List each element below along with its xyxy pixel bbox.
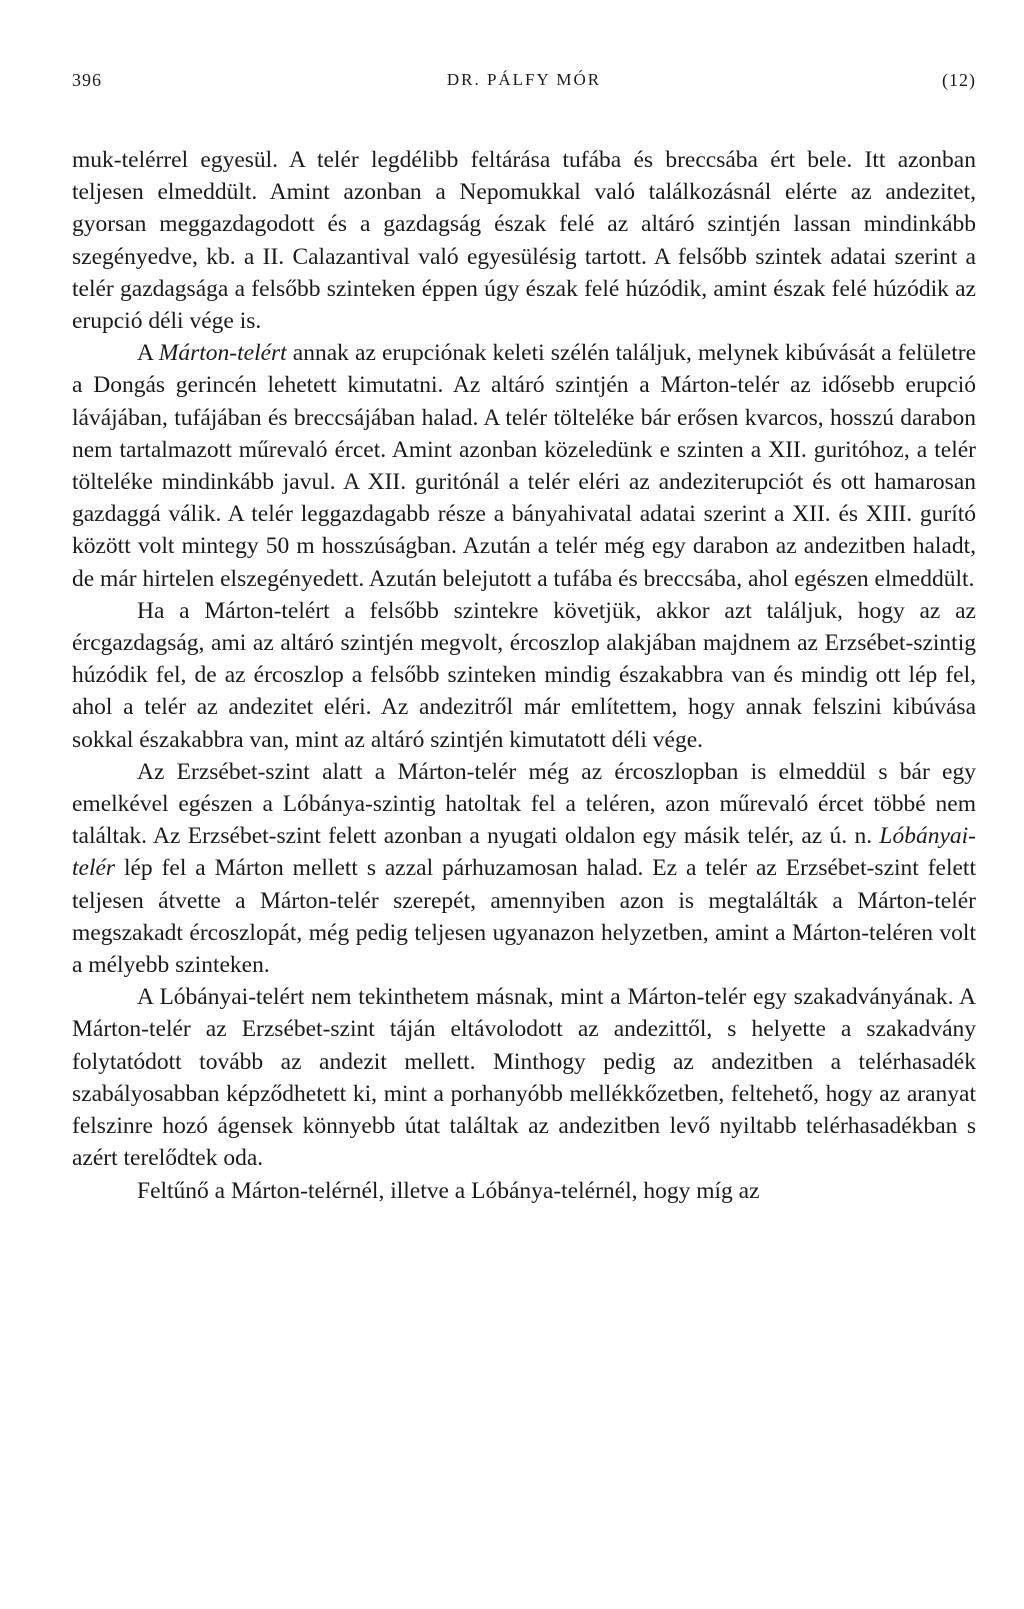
body-text bbox=[72, 144, 976, 1207]
paragraph-text: muk-telérrel egyesül. A telér legdélibb feltárása tufába és breccsába ért bele. Itt azonban teljesen elmeddült. Amint azonban a Nepomukkal való találkozásnál elérte az andezitet, gyorsan meggazdagodott és a gazdagság észak felé az altáró szintjén lassan mindinkább szegényedve, kb. a II. Calazantival való egyesülésig tartott. A felsőbb szintek adatai szerint a telér gazdagsága a felsőbb szinteken éppen úgy észak felé húzódik, amint észak felé húzódik az erupció déli vége is. bbox=[72, 147, 976, 335]
paragraph bbox=[72, 337, 976, 595]
paragraph-text: Feltűnő a Márton-telérnél, illetve a Lóbánya-telérnél, hogy míg az bbox=[137, 1177, 760, 1204]
paragraph-text: Az Erzsébet-szint alatt a Márton-telér még az ércoszlopban is elmeddül s bár egy emelkével egészen a Lóbánya-szintig hatoltak fel a teléren, azon műrevaló ércet többé nem találtak. Az Erzsébet-szint felett azonban a nyugati oldalon egy másik telér, az ú. n. bbox=[72, 758, 976, 850]
page-number: 396 bbox=[72, 70, 102, 90]
section-number: (12) bbox=[942, 70, 976, 90]
italic-term: Lóbányai-telér bbox=[72, 823, 976, 882]
paragraph-text: A Lóbányai-telért nem tekinthetem másnak, mint a Márton-telér egy szakadványának. A Márton-telér az Erzsébet-szint táján eltávolodott az andezittől, s helyette a szakadvány folytatódott tovább az andezit mellett. Minthogy pedig az andezitben a telérhasadék szabályosabban képződhetett ki, mint a porhanyóbb mellékkőzetben, feltehető, hogy az aranyat felszinre hozó ágensek könnyebb útat találtak az andezitben levő nyiltabb telérhasadékban s azért terelődtek oda. bbox=[72, 984, 976, 1172]
running-head bbox=[72, 70, 976, 100]
paragraph bbox=[72, 981, 976, 1174]
paragraph bbox=[72, 595, 976, 756]
paragraph-text: A bbox=[137, 340, 159, 367]
paragraph-text: Ha a Márton-telért a felsőbb szintekre követjük, akkor azt találjuk, hogy az az ércgazdagság, ami az altáró szintjén megvolt, ércoszlop alakjában majdnem az Erzsébet-szintig húzódik fel, de az ércoszlop a felsőbb szinteken mindig északabbra van és mindig ott lép fel, ahol a telér az andezitet eléri. Az andezitről már említettem, hogy annak felszini kibúvása sokkal északabbra van, mint az altáró szintjén kimutatott déli vége. bbox=[72, 597, 976, 753]
paragraph-text: lép fel a Márton mellett s azzal párhuzamosan halad. Ez a telér az Erzsébet-szint felett teljesen átvette a Márton-telér szerepét, amennyiben azon is megtalálták a Márton-telér megszakadt ércoszlopát, még pedig teljesen ugyanazon helyzetben, amint a Márton-teléren volt a mélyebb szinteken. bbox=[72, 855, 976, 979]
paragraph bbox=[72, 144, 976, 337]
paragraph-text: annak az erupciónak keleti szélén találjuk, melynek kibúvását a felületre a Dongás gerincén lehetett kimutatni. Az altáró szintjén a Márton-telér az idősebb erupció lávájában, tufájában és breccsájában halad. A telér töltelékе bár erősen kvarcos, hosszú darabon nem tartalmazott műrevaló ércet. Amint azonban közeledünk e szinten a XII. guritóhoz, a telér töltelékе mindinkább javul. A XII. guritónál a telér eléri az andeziterupciót és ott hamarosan gazdaggá válik. A telér leggazdagabb része a bányahivatal adatai szerint a XII. és XIII. gurító között volt mintegy 50 m hosszúságban. Azután a telér még egy darabon az andezitben haladt, de már hirtelen elszegényedett. Azután belejutott a tufába és breccsába, ahol egészen elmeddült. bbox=[72, 340, 976, 592]
paragraph bbox=[72, 1175, 976, 1207]
running-head-author: DR. PÁLFY MÓR bbox=[446, 70, 602, 89]
paragraph bbox=[72, 756, 976, 981]
italic-term: Márton-telért bbox=[158, 340, 287, 367]
